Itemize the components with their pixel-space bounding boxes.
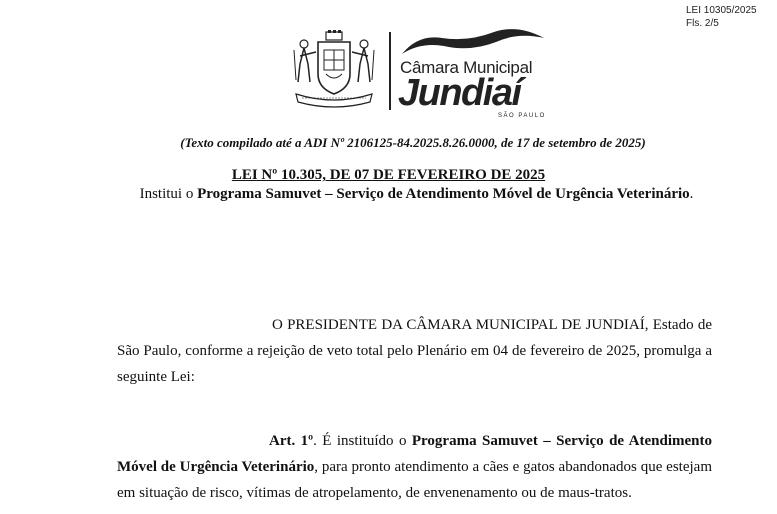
article-1-intro: . É instituído o bbox=[313, 433, 412, 449]
logo-line-camara: Câmara Municipal bbox=[400, 58, 533, 77]
logo-line-jundiai: Jundiaí bbox=[398, 72, 521, 114]
logo-line-sao-paulo: SÃO PAULO bbox=[498, 113, 546, 119]
summary-program-name: Programa Samuvet – Serviço de Atendimento Móvel de Urgência Veterinário bbox=[197, 186, 690, 202]
law-id: LEI 10305/2025 bbox=[686, 5, 757, 16]
summary-suffix: . bbox=[689, 186, 694, 202]
law-summary bbox=[0, 184, 777, 204]
article-1-label: Art. 1º bbox=[269, 433, 314, 449]
document-reference bbox=[686, 4, 757, 30]
article-1-paragraph bbox=[117, 428, 712, 506]
preamble-paragraph bbox=[117, 312, 712, 390]
header-divider bbox=[389, 32, 391, 110]
sheet-number: Fls. 2/5 bbox=[686, 18, 719, 29]
camara-logo bbox=[398, 24, 548, 119]
law-title: LEI Nº 10.305, DE 07 DE FEVEREIRO DE 2025 bbox=[231, 167, 546, 183]
article-1-text: , para pronto atendimento a cães e gatos abandonados que estejam em situação de risco, vítimas de atropelamento, de envenenamento ou de maus-tratos. bbox=[117, 459, 712, 501]
article-1-program-name: Programa Samuvet – Serviço de Atendimento Móvel de Urgência Veterinário bbox=[117, 433, 712, 475]
compiled-text-note: (Texto compilado até a ADI Nº 2106125-84.2025.8.26.0000, de 17 de setembro de 2025) bbox=[180, 135, 646, 150]
preamble-text: O PRESIDENTE DA CÂMARA MUNICIPAL DE JUNDIAÍ, Estado de São Paulo, conforme a rejeição de veto total pelo Plenário em 04 de fevereiro de 2025, promulga a seguinte Lei: bbox=[117, 317, 712, 385]
summary-prefix: Institui o bbox=[139, 186, 198, 202]
municipal-coat-of-arms-icon bbox=[288, 30, 380, 110]
